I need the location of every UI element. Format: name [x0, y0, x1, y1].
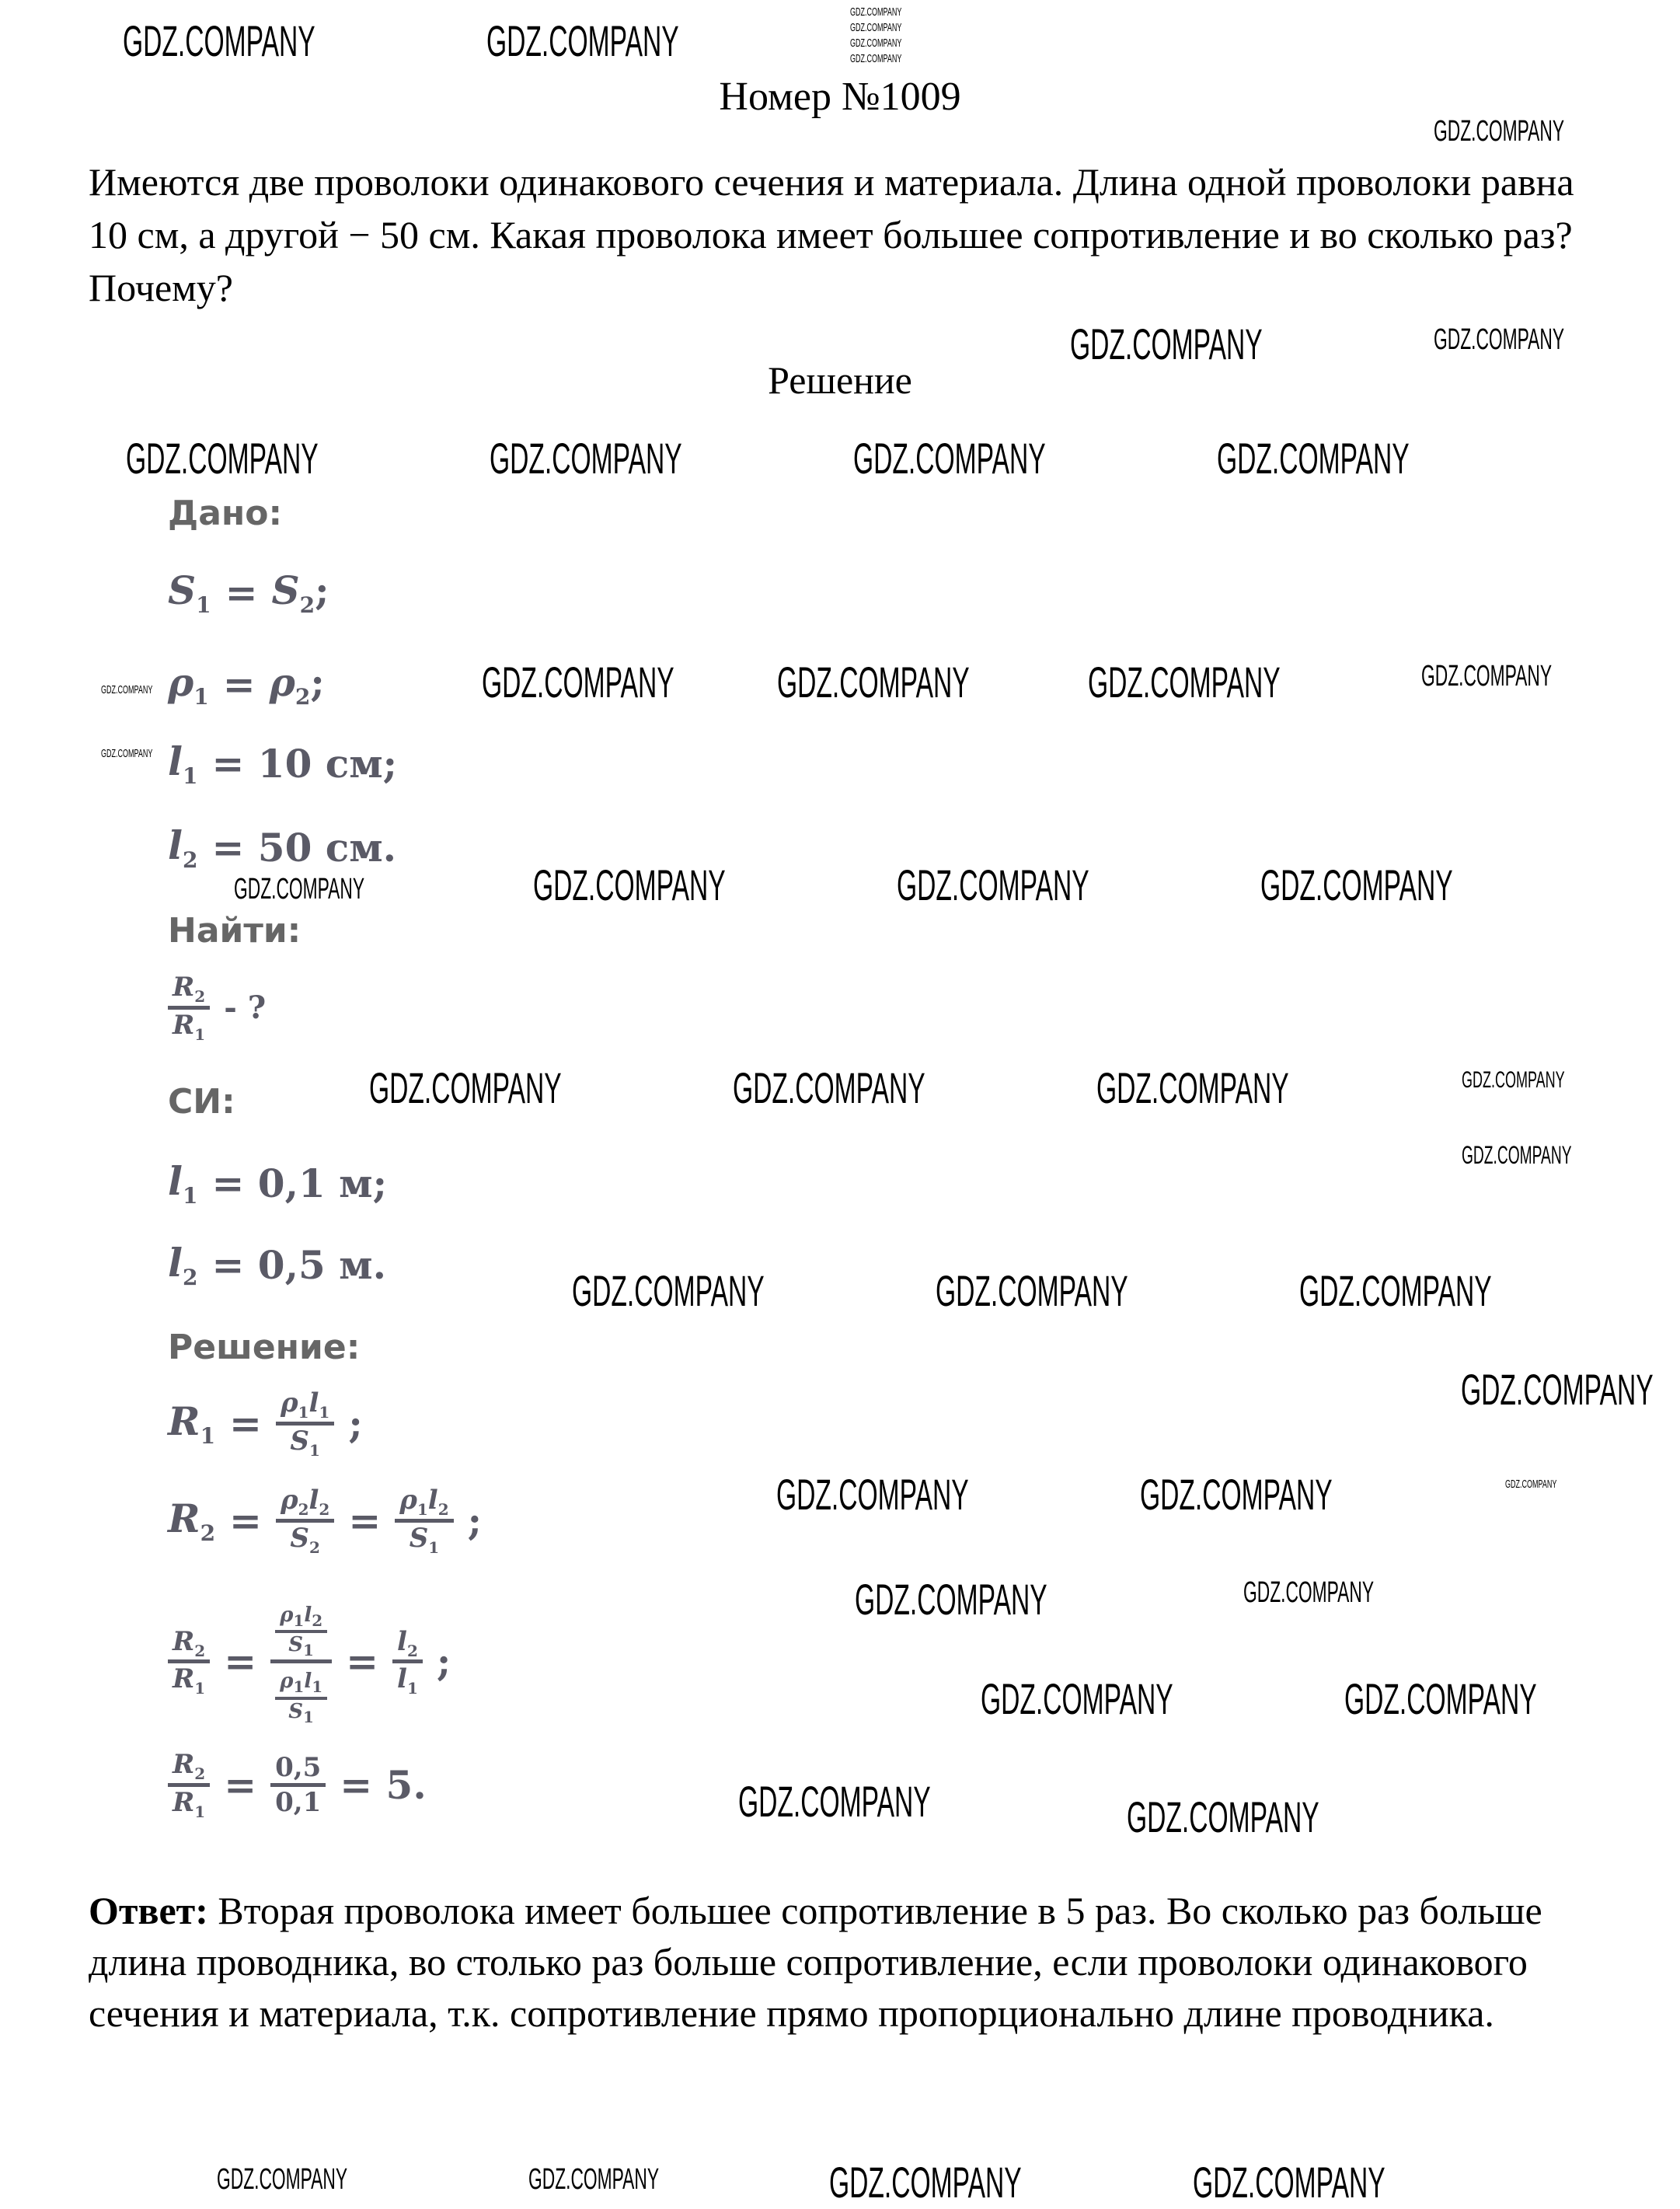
- watermark: GDZ.COMPANY: [853, 434, 1046, 483]
- eq-s1-s2: $S_1$ = $S_2$;: [168, 567, 329, 618]
- watermark: GDZ.COMPANY: [217, 2163, 348, 2196]
- answer-label: Ответ:: [89, 1889, 208, 1932]
- watermark: GDZ.COMPANY: [1070, 319, 1263, 368]
- solution-label-text: Решение:: [168, 1328, 361, 1367]
- numerator-value: 0,5: [270, 1752, 326, 1787]
- watermark: GDZ.COMPANY: [1421, 660, 1553, 693]
- watermark: GDZ.COMPANY: [850, 5, 902, 19]
- solution-heading: Решение: [768, 358, 912, 402]
- eq-l2-given: $l_2$ = 50 см.: [168, 822, 397, 873]
- watermark: GDZ.COMPANY: [1461, 1365, 1654, 1414]
- answer-text: Вторая проволока имеет большее сопротивление в 5 раз. Во сколько раз больше длина проводника, во столько раз больше сопротивление, если проволоки одинакового сечения и материала, т.к. сопротивление прямо пропорционально длине проводника.: [89, 1889, 1542, 2035]
- watermark: GDZ.COMPANY: [490, 434, 682, 483]
- watermark: GDZ.COMPANY: [1140, 1470, 1333, 1519]
- watermark: GDZ.COMPANY: [1344, 1674, 1537, 1723]
- eq-r2: $R_2$ = $\frac{\rho_2l_2}{S_2}$ = $\frac{\rho_1l_2}{S_1}$ ;: [168, 1485, 483, 1557]
- watermark: GDZ.COMPANY: [850, 37, 902, 50]
- find-tail: - ?: [224, 989, 267, 1026]
- watermark: GDZ.COMPANY: [482, 658, 674, 707]
- watermark: GDZ.COMPANY: [776, 1470, 969, 1519]
- eq-l1-si: $l_1$ = 0,1 м;: [168, 1158, 388, 1209]
- find-label-text: Найти:: [168, 911, 301, 951]
- watermark: GDZ.COMPANY: [850, 21, 902, 34]
- eq-ratio: $\frac{R_2}{R_1}$ = $\frac{\frac{\rho_1l_2}{S_1}}{\frac{\rho_1l_1}{S_1}}$ = $\frac{l_2}{l_1}$ ;: [168, 1597, 451, 1726]
- eq-rho: $\rho_1$ = $\rho_2$;: [168, 659, 325, 710]
- si-label-text: СИ:: [168, 1082, 235, 1122]
- watermark: GDZ.COMPANY: [126, 434, 319, 483]
- watermark: GDZ.COMPANY: [1299, 1266, 1492, 1315]
- find-label: [168, 911, 301, 951]
- watermark: GDZ.COMPANY: [486, 16, 679, 65]
- watermark: GDZ.COMPANY: [897, 860, 1089, 909]
- page-title: Номер №1009: [719, 75, 961, 119]
- watermark: GDZ.COMPANY: [855, 1575, 1047, 1624]
- given-label: [168, 494, 282, 533]
- watermark: GDZ.COMPANY: [369, 1063, 562, 1112]
- watermark: GDZ.COMPANY: [738, 1777, 931, 1826]
- watermark: GDZ.COMPANY: [1462, 1067, 1565, 1093]
- watermark: GDZ.COMPANY: [101, 683, 153, 696]
- watermark: GDZ.COMPANY: [981, 1674, 1173, 1723]
- watermark: GDZ.COMPANY: [1193, 2158, 1385, 2207]
- watermark: GDZ.COMPANY: [1434, 115, 1565, 148]
- watermark: GDZ.COMPANY: [829, 2158, 1022, 2207]
- result-value: = 5.: [340, 1761, 427, 1808]
- watermark: GDZ.COMPANY: [1462, 1141, 1572, 1169]
- watermark: GDZ.COMPANY: [1127, 1792, 1319, 1841]
- watermark: GDZ.COMPANY: [1260, 860, 1453, 909]
- l2-si-value: = 0,5 м.: [211, 1242, 387, 1288]
- watermark: GDZ.COMPANY: [850, 52, 902, 65]
- watermark: GDZ.COMPANY: [777, 658, 970, 707]
- find-ratio: $R_2$ $R_1$ - ?: [168, 972, 266, 1044]
- denominator-value: 0,1: [275, 1786, 322, 1818]
- eq-r1: $R_1$ = $\frac{\rho_1l_1}{S_1}$ ;: [168, 1387, 363, 1460]
- watermark: GDZ.COMPANY: [1217, 434, 1410, 483]
- watermark: GDZ.COMPANY: [101, 747, 153, 760]
- watermark: GDZ.COMPANY: [733, 1063, 925, 1112]
- watermark: GDZ.COMPANY: [533, 860, 726, 909]
- eq-l1-given: $l_1$ = 10 см;: [168, 738, 398, 789]
- si-label: [168, 1082, 235, 1122]
- watermark: GDZ.COMPANY: [1434, 323, 1565, 356]
- answer: [89, 1885, 1612, 2039]
- watermark: GDZ.COMPANY: [123, 16, 315, 65]
- eq-final: $\frac{R_2}{R_1}$ = $\frac{0,5}{0,1}$ = 5.: [168, 1749, 427, 1821]
- watermark: GDZ.COMPANY: [528, 2163, 660, 2196]
- given-label-text: Дано:: [168, 494, 283, 533]
- watermark: GDZ.COMPANY: [1096, 1063, 1289, 1112]
- solution-label: [168, 1328, 360, 1367]
- l1-given-value: = 10 см;: [211, 741, 398, 787]
- watermark: GDZ.COMPANY: [936, 1266, 1128, 1315]
- problem-statement: Имеются две проволоки одинакового сечения и материала. Длина одной проволоки равна 10 см, а другой − 50 см. Какая проволока имеет большее сопротивление и во сколько раз? Почему?: [89, 160, 1574, 309]
- l1-si-value: = 0,1 м;: [211, 1160, 388, 1206]
- watermark: GDZ.COMPANY: [1505, 1478, 1557, 1491]
- watermark: GDZ.COMPANY: [1088, 658, 1281, 707]
- watermark: GDZ.COMPANY: [572, 1266, 765, 1315]
- watermark: GDZ.COMPANY: [234, 873, 365, 906]
- l2-given-value: = 50 см.: [211, 825, 397, 871]
- watermark: GDZ.COMPANY: [1243, 1576, 1375, 1609]
- eq-l2-si: $l_2$ = 0,5 м.: [168, 1240, 387, 1290]
